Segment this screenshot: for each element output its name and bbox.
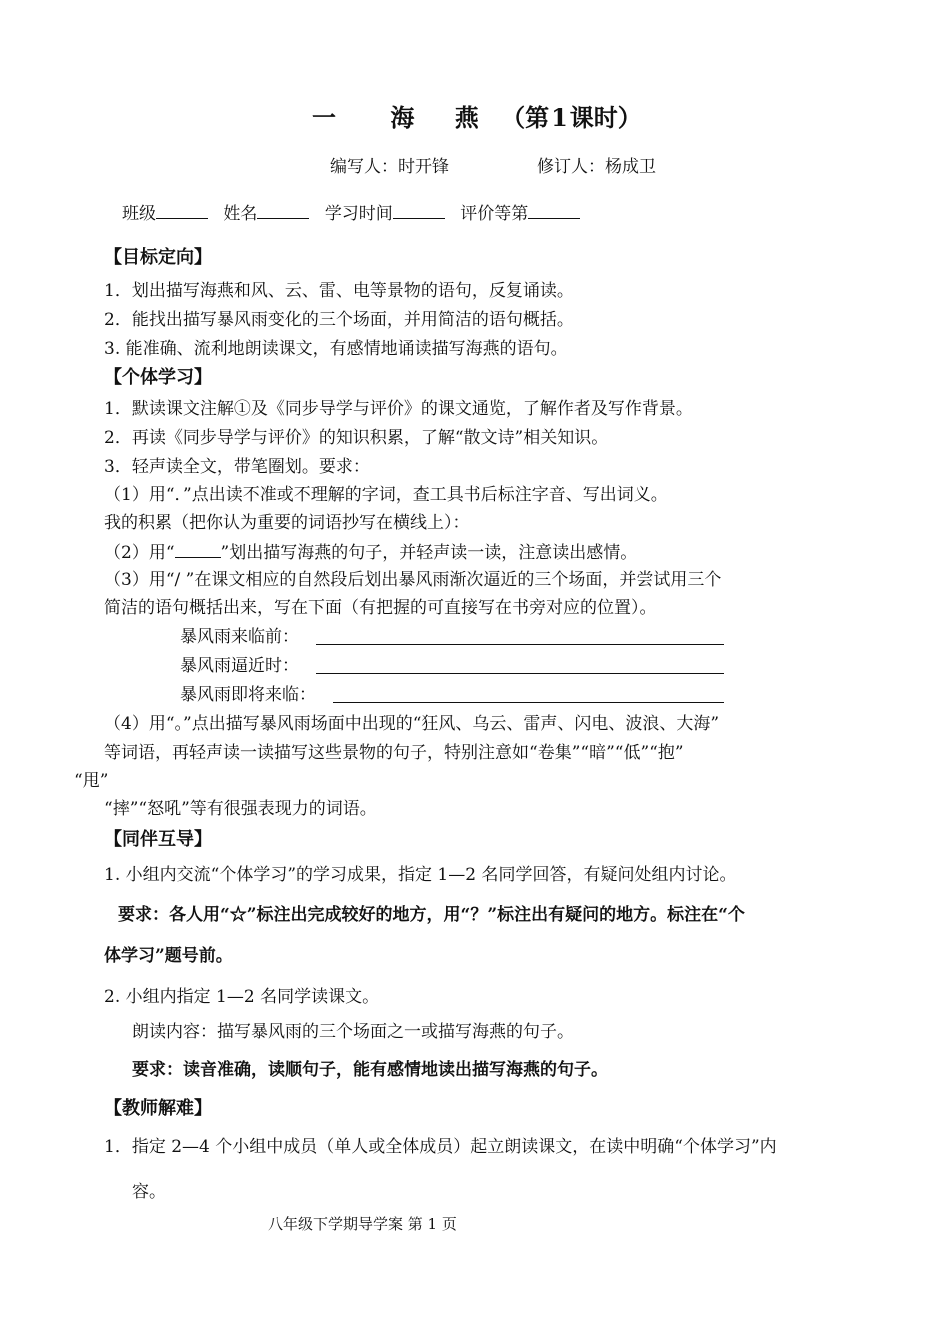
goal-item: 1．划出描写海燕和风、云、雷、电等景物的语句，反复诵读。	[104, 281, 574, 301]
grade-label: 评价等第	[460, 204, 529, 224]
peer-requirement-2: 要求：读音准确，读顺句子，能有感情地读出描写海燕的句子。	[132, 1060, 608, 1080]
page-footer: 八年级下学期导学案 第 1 页	[268, 1215, 457, 1233]
goal-item: 2．能找出描写暴风雨变化的三个场面，并用简洁的语句概括。	[104, 310, 574, 330]
section-peer-heading: 【同伴互导】	[104, 829, 212, 850]
writer: 编写人：时开锋	[330, 157, 449, 177]
scene-imminent-label: 暴风雨即将来临：	[180, 685, 316, 705]
peer-item: 2. 小组内指定 1—2 名同学读课文。	[104, 987, 380, 1007]
scene-approach-label: 暴风雨逼近时：	[180, 656, 299, 676]
class-field[interactable]	[156, 202, 208, 219]
peer-requirement-line2: 体学习”题号前。	[104, 946, 233, 966]
underline-sample	[175, 541, 221, 558]
peer-item: 1. 小组内交流“个体学习”的学习成果，指定 1—2 名同学回答，有疑问处组内讨论。	[104, 865, 737, 885]
class-label: 班级	[122, 204, 156, 224]
title-lesson-number: 1	[551, 103, 568, 132]
sub2-suffix: ”划出描写海燕的句子，并轻声读一读，注意读出感情。	[220, 543, 638, 563]
read-content: 朗读内容：描写暴风雨的三个场面之一或描写海燕的句子。	[132, 1022, 574, 1042]
title-char-hai: 海	[390, 103, 415, 132]
time-field[interactable]	[393, 202, 445, 219]
goal-item: 3. 能准确、流利地朗读课文，有感情地诵读描写海燕的语句。	[104, 339, 568, 359]
scene-before-label: 暴风雨来临前：	[180, 627, 299, 647]
reviser: 修订人：杨成卫	[537, 157, 656, 177]
title-lesson-close: 课时）	[569, 103, 642, 132]
name-field[interactable]	[257, 202, 309, 219]
sub2-prefix: （2）用“	[104, 543, 175, 563]
teacher-item-line1: 1．指定 2—4 个小组中成员（单人或全体成员）起立朗读课文，在读中明确“个体学习”内	[104, 1137, 777, 1157]
individual-sub3-line1: （3）用“/ ”在课文相应的自然段后划出暴风雨渐次逼近的三个场面，并尝试用三个	[104, 570, 722, 590]
section-teacher-heading: 【教师解难】	[104, 1098, 212, 1119]
title-lesson-open: （第	[501, 103, 550, 132]
section-goal-heading: 【目标定向】	[104, 247, 212, 268]
grade-field[interactable]	[528, 202, 580, 219]
scene-imminent-answer-line[interactable]	[333, 702, 724, 703]
page-title	[312, 103, 642, 133]
individual-sub2	[104, 541, 637, 564]
section-individual-heading: 【个体学习】	[104, 367, 212, 388]
individual-item: 2．再读《同步导学与评价》的知识积累，了解“散文诗”相关知识。	[104, 428, 609, 448]
teacher-item-line2: 容。	[132, 1182, 166, 1202]
individual-item: 1．默读课文注解①及《同步导学与评价》的课文通览，了解作者及写作背景。	[104, 399, 693, 419]
time-label: 学习时间	[324, 204, 393, 224]
individual-item: 3．轻声读全文，带笔圈划。要求：	[104, 457, 370, 477]
name-label: 姓名	[223, 204, 258, 224]
individual-sub3-line2: 简洁的语句概括出来，写在下面（有把握的可直接写在书旁对应的位置）。	[104, 598, 657, 618]
individual-sub1: （1）用“．”点出读不准或不理解的字词，查工具书后标注字音、写出词义。	[104, 485, 668, 505]
scene-before-answer-line[interactable]	[316, 644, 724, 645]
individual-sub4-line4: “摔”“怒吼”等有很强表现力的词语。	[104, 799, 377, 819]
title-char-yan: 燕	[454, 103, 479, 132]
accumulate-prompt: 我的积累（把你认为重要的词语抄写在横线上）：	[104, 513, 470, 533]
peer-requirement-line1: 要求：各人用“☆”标注出完成较好的地方，用“？”标注出有疑问的地方。标注在“个	[118, 905, 745, 925]
student-info-row	[122, 202, 580, 225]
scene-approach-answer-line[interactable]	[316, 673, 724, 674]
individual-sub4-line1: （4）用“。”点出描写暴风雨场面中出现的“狂风、乌云、雷声、闪电、波浪、大海”	[104, 714, 720, 734]
title-number: 一	[312, 103, 336, 132]
individual-sub4-line3: “甩”	[74, 771, 109, 791]
individual-sub4-line2: 等词语，再轻声读一读描写这些景物的句子，特别注意如“卷集”“暗”“低”“抱”	[104, 743, 684, 763]
